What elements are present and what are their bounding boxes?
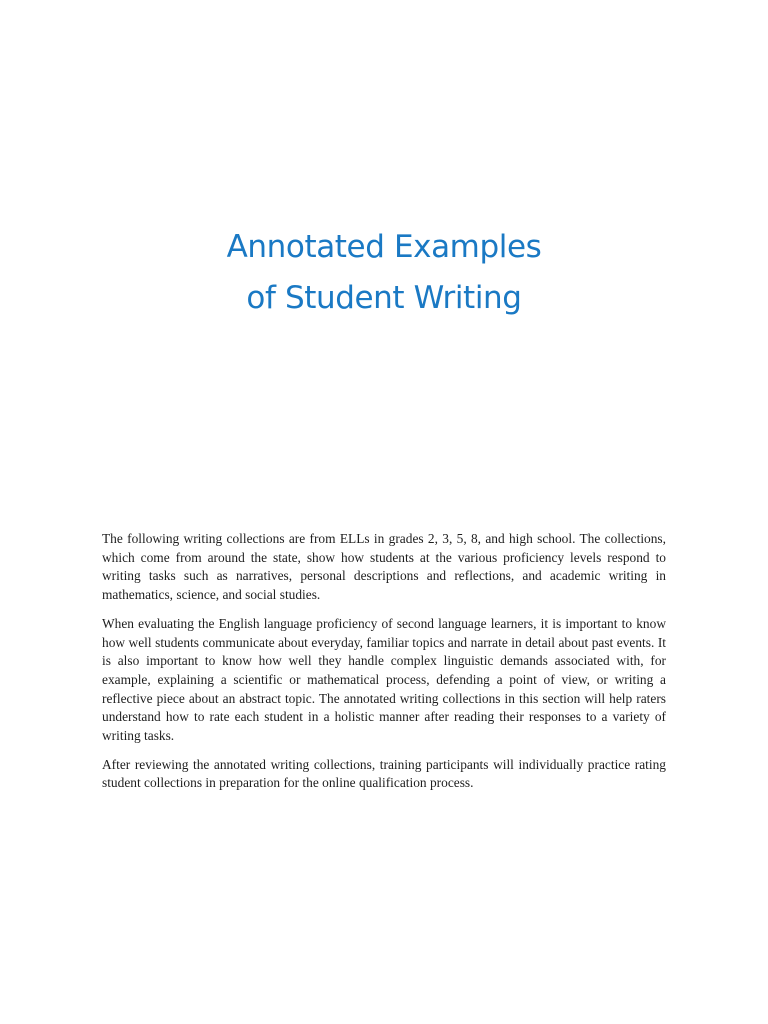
- paragraph-intro: The following writing collections are from ELLs in grades 2, 3, 5, 8, and high school. The collections, which come from around the state, show how students at the various proficiency levels respond to writing tasks such as narratives, personal descriptions and reflections, and academic writing in mathematics, science, and social studies.: [102, 531, 666, 603]
- body-text: [102, 530, 666, 803]
- title-line-1: Annotated Examples: [226, 229, 542, 265]
- paragraph-evaluating: When evaluating the English language proficiency of second language learners, it is important to know how well students communicate about everyday, familiar topics and narrate in detail about past events. It is also important to know how well they handle complex linguistic demands associated with, for example, explaining a scientific or mathematical process, defending a point of view, or writing a reflective piece about an abstract topic. The annotated writing collections in this section will help raters understand how to rate each student in a holistic manner after reading their responses to a variety of writing tasks.: [102, 615, 666, 744]
- title-line-2: of Student Writing: [246, 280, 522, 316]
- page-title: [0, 222, 768, 324]
- paragraph-after-reviewing: After reviewing the annotated writing collections, training participants will individually practice rating student collections in preparation for the online qualification process.: [102, 756, 666, 791]
